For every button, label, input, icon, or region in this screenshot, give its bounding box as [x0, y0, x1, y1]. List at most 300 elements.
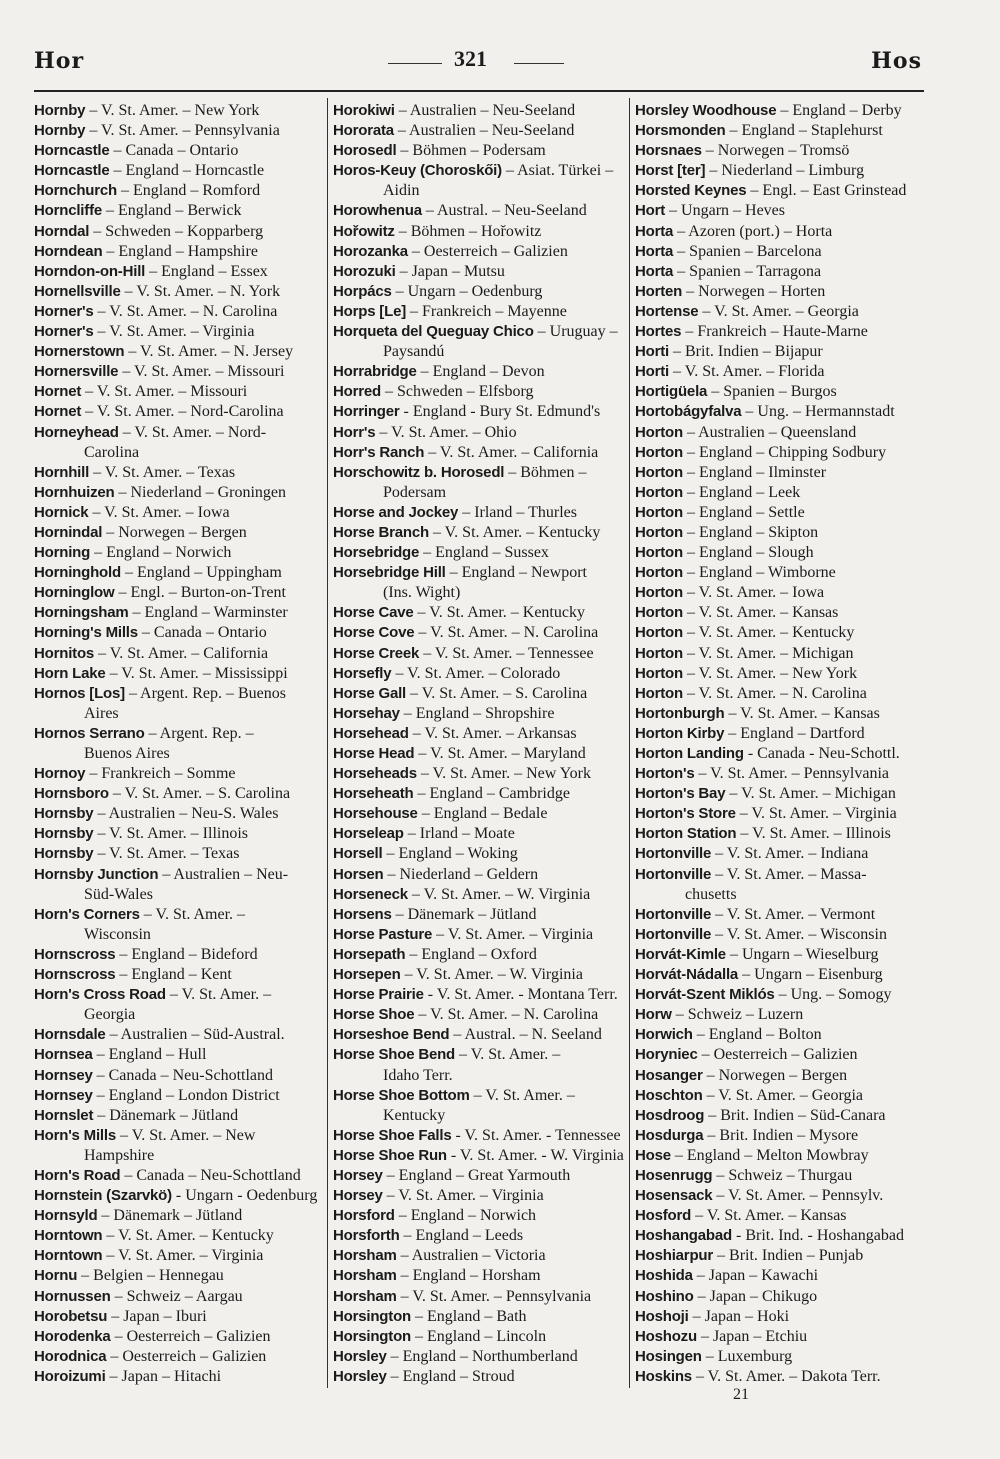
place-entry: [34, 684, 324, 704]
place-entry: [635, 242, 925, 262]
column-1: [34, 101, 324, 1387]
place-location: – V. St. Amer. – Missouri: [118, 363, 285, 381]
entry-continuation: [333, 342, 625, 362]
place-entry: [635, 382, 925, 402]
place-entry: [34, 603, 324, 623]
place-entry: [333, 423, 625, 443]
place-entry: [333, 965, 625, 985]
place-name: Horseshoe Bend: [333, 1026, 450, 1044]
place-name: Hortonburgh: [635, 704, 725, 722]
header-divider: [34, 90, 924, 92]
place-entry: [34, 1045, 324, 1065]
place-location: – V. St. Amer. – S. Carolina: [108, 785, 291, 803]
place-location: – V. St. Amer. – Kentucky: [413, 604, 585, 622]
place-entry: [34, 1166, 324, 1186]
place-entry: [333, 1287, 625, 1307]
place-name: Horndon-on-Hill: [34, 262, 146, 280]
place-name: Horsington: [333, 1307, 411, 1325]
place-entry: [635, 1287, 925, 1307]
place-name: Horsley Woodhouse: [635, 102, 777, 119]
place-entry: [333, 242, 625, 262]
place-entry: [635, 1166, 925, 1186]
place-entry: [635, 1066, 925, 1086]
place-location: – Frankreich – Somme: [85, 765, 236, 783]
printer-signature: 21: [733, 1386, 749, 1403]
place-entry: [635, 362, 925, 382]
place-entry: [635, 181, 925, 201]
place-name: Horton's Store: [635, 805, 736, 823]
place-location: – England – Settle: [682, 503, 805, 521]
place-name: Horos-Keuy (Choroskői): [333, 162, 502, 180]
place-entry: [34, 362, 324, 382]
place-entry: [635, 603, 925, 623]
place-name: Horsefly: [333, 664, 392, 682]
place-location: – V. St. Amer. – Missouri: [81, 383, 248, 401]
place-entry: [333, 945, 625, 965]
place-location: – England – Kent: [115, 966, 232, 984]
place-location: – Norwegen – Bergen: [702, 1066, 848, 1084]
place-name: Horn's Mills: [34, 1126, 117, 1144]
place-entry: [34, 242, 324, 262]
place-location: – V. St. Amer. – Michigan: [725, 785, 896, 803]
place-location: – Japan – Chikugo: [693, 1287, 818, 1305]
place-name: Horrabridge: [333, 363, 417, 381]
place-name: Hornoy: [34, 765, 86, 783]
place-location: - V. St. Amer. - Montana Terr.: [423, 986, 618, 1004]
place-location: – Dänemark – Jütland: [93, 1106, 239, 1124]
place-location: Georgia: [84, 1006, 136, 1024]
place-entry: [34, 945, 324, 965]
place-location: – Norwegen – Horten: [682, 282, 826, 300]
place-location: – England – Hull: [92, 1046, 207, 1064]
column-2: [333, 101, 625, 1387]
place-location: – V. St. Amer. – Colorado: [391, 664, 561, 682]
place-name: Horvát-Nádalla: [635, 966, 739, 984]
place-entry: [333, 885, 625, 905]
entry-continuation: [333, 181, 625, 201]
place-entry: [635, 804, 925, 824]
place-location: – V. St. Amer. – Virginia: [93, 323, 255, 341]
place-location: – England – Wimborne: [682, 564, 836, 582]
place-entry: [34, 784, 324, 804]
place-name: Horncastle: [34, 162, 110, 180]
place-entry: [34, 905, 324, 925]
place-location: – Schweiz – Luzern: [671, 1006, 804, 1024]
place-location: – Japan – Hitachi: [105, 1367, 222, 1385]
place-entry: [333, 161, 625, 181]
place-entry: [333, 1307, 625, 1327]
place-name: Hortigüela: [635, 383, 708, 401]
place-entry: [34, 523, 324, 543]
place-name: Hort: [635, 202, 666, 220]
place-entry: [635, 1146, 925, 1166]
place-location: Aidin: [383, 182, 420, 200]
place-location: – Australien – Neu-: [158, 865, 289, 883]
place-location: – England – Cambridge: [413, 785, 570, 803]
place-entry: [333, 644, 625, 664]
place-location: – Engl. – East Grinstead: [746, 182, 907, 200]
place-location: – V. St. Amer. – Virginia: [735, 805, 897, 823]
place-name: Horwich: [635, 1026, 693, 1044]
place-entry: [635, 724, 925, 744]
place-name: Hosdurga: [635, 1126, 704, 1144]
place-name: Horokiwi: [333, 102, 395, 119]
place-name: Hornscross: [34, 966, 116, 984]
place-name: Hornsby: [34, 845, 94, 863]
place-entry: [333, 523, 625, 543]
place-entry: [635, 844, 925, 864]
place-entry: [34, 724, 324, 744]
place-name: Hortonville: [635, 865, 712, 883]
place-name: Horringer: [333, 403, 400, 421]
place-location: – Azoren (port.) – Horta: [673, 222, 833, 240]
place-entry: [333, 764, 625, 784]
place-location: Idaho Terr.: [383, 1066, 453, 1084]
place-location: Süd-Wales: [84, 885, 153, 903]
place-name: Horton: [635, 503, 683, 521]
place-location: – V. St. Amer. – W. Virginia: [400, 966, 583, 984]
place-entry: [333, 141, 625, 161]
place-entry: [333, 905, 625, 925]
place-location: Buenos Aires: [84, 745, 170, 762]
place-location: – V. St. Amer. – Florida: [669, 363, 825, 381]
place-entry: [34, 342, 324, 362]
entry-continuation: [635, 885, 925, 905]
place-location: – V. St. Amer. – New York: [416, 765, 591, 783]
place-location: – V. St. Amer. – Indiana: [711, 845, 869, 863]
place-location: – Norwegen – Tromsö: [701, 142, 850, 160]
place-name: Horsell: [333, 845, 383, 863]
place-location: – Japan – Kawachi: [692, 1267, 819, 1285]
place-name: Horseheath: [333, 785, 414, 803]
place-location: – V. St. Amer. –: [455, 1046, 561, 1064]
place-location: – V. St. Amer. – Tennessee: [419, 644, 594, 662]
place-name: Horsington: [333, 1327, 411, 1345]
place-name: Horsmonden: [635, 122, 726, 140]
place-location: – England – Leeds: [399, 1227, 524, 1245]
place-location: – V. St. Amer. – Nord-Carolina: [81, 403, 284, 421]
place-entry: [34, 1226, 324, 1246]
place-location: – England – Melton Mowbray: [670, 1146, 869, 1164]
place-location: – V. St. Amer. – N. Carolina: [414, 1006, 599, 1024]
place-name: Horti: [635, 343, 669, 361]
place-entry: [34, 282, 324, 302]
place-entry: [34, 1206, 324, 1226]
place-entry: [333, 724, 625, 744]
place-location: – Brit. Indien – Bijapur: [669, 343, 823, 361]
place-name: Horse Gall: [333, 684, 407, 702]
place-name: Hořowitz: [333, 222, 395, 240]
place-name: Horn's Road: [34, 1166, 121, 1184]
place-name: Hornscross: [34, 945, 116, 963]
place-location: – Oesterreich – Galizien: [110, 1327, 271, 1345]
place-name: Horton: [635, 604, 683, 622]
place-name: Horncliffe: [34, 202, 103, 220]
place-name: Hortes: [635, 323, 682, 341]
place-name: Horningsham: [34, 604, 129, 622]
place-location: – V. St. Amer. – N. York: [120, 282, 281, 300]
place-name: Hoshoji: [635, 1307, 689, 1325]
place-name: Hornersville: [34, 363, 119, 381]
place-location: – England – Uppingham: [120, 564, 282, 582]
place-entry: [635, 704, 925, 724]
place-location: – V. St. Amer. – Kentucky: [428, 523, 601, 541]
place-location: – Australien – Queensland: [682, 423, 857, 441]
place-location: Paysandú: [383, 343, 445, 361]
place-name: Horsham: [333, 1287, 397, 1305]
place-location: – Niederland – Limburg: [705, 162, 865, 180]
place-location: – Böhmen – Hořowitz: [394, 222, 542, 240]
place-location: – England – London District: [92, 1086, 280, 1104]
place-entry: [333, 623, 625, 643]
place-entry: [34, 1246, 324, 1266]
place-location: – Niederland – Geldern: [383, 865, 539, 883]
place-entry: [635, 865, 925, 885]
place-entry: [34, 1307, 324, 1327]
place-entry: [333, 1246, 625, 1266]
place-name: Horsforth: [333, 1227, 400, 1245]
place-name: Hornsboro: [34, 785, 109, 803]
place-entry: [34, 1327, 324, 1347]
place-location: – Ung. – Somogy: [774, 986, 892, 1004]
place-location: – Canada – Ontario: [109, 142, 239, 160]
place-name: Hornu: [34, 1267, 78, 1285]
place-location: – Ungarn – Eisenburg: [738, 966, 883, 984]
place-entry: [635, 563, 925, 583]
place-name: Hornsby: [34, 825, 94, 843]
place-entry: [635, 463, 925, 483]
header-rule-left: [388, 63, 442, 64]
place-name: Horoizumi: [34, 1367, 106, 1385]
place-entry: [635, 201, 925, 221]
entry-continuation: [333, 1066, 625, 1086]
place-name: Horw: [635, 1006, 672, 1024]
column-3: [635, 101, 925, 1387]
place-name: Hornsby: [34, 805, 94, 823]
place-location: – Norwegen – Bergen: [102, 523, 247, 541]
place-name: Horosedl: [333, 142, 397, 160]
header-rule-right: [514, 63, 564, 64]
place-name: Horton Station: [635, 825, 737, 843]
place-name: Hornsyld: [34, 1207, 98, 1225]
place-entry: [34, 1266, 324, 1286]
place-entry: [635, 905, 925, 925]
place-entry: [333, 282, 625, 302]
place-entry: [333, 865, 625, 885]
entry-continuation: [333, 1106, 625, 1126]
place-location: – England – Bedale: [417, 805, 548, 823]
place-entry: [333, 402, 625, 422]
place-location: – V. St. Amer. – Virginia: [382, 1187, 544, 1205]
place-name: Horpács: [333, 282, 392, 300]
place-name: Horred: [333, 383, 381, 401]
place-name: Horner's: [34, 302, 94, 320]
place-name: Hornellsville: [34, 282, 121, 300]
place-name: Horndal: [34, 222, 90, 240]
place-name: Hornchurch: [34, 182, 118, 200]
place-name: Horntown: [34, 1227, 103, 1245]
place-entry: [635, 1266, 925, 1286]
place-entry: [34, 804, 324, 824]
place-name: Hornsby Junction: [34, 865, 159, 883]
place-name: Hosensack: [635, 1187, 713, 1205]
place-entry: [333, 1005, 625, 1025]
place-location: – England – Hampshire: [102, 242, 258, 260]
place-location: – Canada – Neu-Schottland: [92, 1066, 274, 1084]
place-entry: [333, 1086, 625, 1106]
place-name: Hoshozu: [635, 1327, 697, 1345]
place-entry: [34, 121, 324, 141]
place-name: Hosenrugg: [635, 1166, 713, 1184]
place-location: – Japan – Hoki: [688, 1307, 790, 1325]
place-location: – England – Lincoln: [411, 1327, 547, 1345]
place-entry: [333, 804, 625, 824]
place-name: Hosdroog: [635, 1106, 705, 1124]
place-location: – Uruguay –: [533, 323, 618, 341]
place-entry: [34, 644, 324, 664]
place-location: – V. St. Amer. – Kansas: [682, 604, 839, 622]
place-location: – Belgien – Hennegau: [77, 1267, 224, 1285]
place-entry: [635, 503, 925, 523]
place-location: – V. St. Amer. – Texas: [93, 845, 240, 863]
place-name: Hornsdale: [34, 1026, 106, 1044]
place-name: Hose: [635, 1146, 671, 1164]
place-location: - V. St. Amer. - Tennessee: [451, 1126, 621, 1144]
place-entry: [635, 543, 925, 563]
place-name: Horozuki: [333, 262, 396, 280]
place-name: Horsepen: [333, 966, 401, 984]
place-name: Horse Prairie: [333, 986, 424, 1004]
place-location: – V. St. Amer. – Pennsylvania: [396, 1287, 592, 1305]
place-name: Horr's: [333, 423, 376, 441]
place-name: Horse Cove: [333, 624, 415, 642]
place-name: Horninghold: [34, 564, 121, 582]
place-entry: [635, 1045, 925, 1065]
place-location: – Frankreich – Haute-Marne: [681, 323, 868, 341]
place-location: – V. St. Amer. – Pennsylvania: [85, 122, 280, 140]
place-name: Horneyhead: [34, 423, 119, 441]
place-entry: [34, 563, 324, 583]
place-location: – Australien – Neu-Seeland: [393, 122, 575, 140]
place-location: – Böhmen – Podersam: [396, 142, 546, 160]
place-location: – Austral. – N. Seeland: [449, 1026, 602, 1044]
place-entry: [635, 985, 925, 1005]
place-entry: [635, 1126, 925, 1146]
place-entry: [34, 1367, 324, 1387]
place-location: - Ungarn - Oedenburg: [171, 1187, 318, 1205]
place-location: – England – Norwich: [90, 544, 232, 562]
place-entry: [635, 1327, 925, 1347]
running-header: [0, 46, 1000, 82]
place-location: – V. St. Amer. –: [139, 905, 246, 923]
place-location: – Australien – Victoria: [396, 1247, 546, 1265]
place-entry: [333, 664, 625, 684]
place-name: Hosanger: [635, 1066, 703, 1084]
place-entry: [34, 623, 324, 643]
entry-continuation: [34, 925, 324, 945]
place-location: – Engl. – Burton-on-Trent: [114, 584, 286, 602]
place-entry: [635, 1206, 925, 1226]
place-location: – V. St. Amer. – Vermont: [711, 905, 876, 923]
place-location: – V. St. Amer. – Georgia: [698, 302, 859, 320]
place-name: Horton: [635, 684, 683, 702]
place-name: Horps [Le]: [333, 302, 407, 320]
place-entry: [635, 925, 925, 945]
place-location: Aires: [84, 704, 119, 722]
place-name: Hornby: [34, 102, 86, 119]
place-entry: [333, 1367, 625, 1387]
place-entry: [635, 1246, 925, 1266]
place-name: Horse Shoe Bend: [333, 1046, 456, 1064]
place-location: – Ung. – Hermannstadt: [741, 403, 895, 421]
place-name: Horschowitz b. Horosedl: [333, 463, 505, 481]
place-location: chusetts: [685, 885, 737, 903]
place-location: – Japan – Iburi: [107, 1307, 207, 1325]
place-entry: [34, 423, 324, 443]
place-location: – England – Horsham: [396, 1267, 541, 1285]
place-name: Horse Shoe Falls: [333, 1126, 452, 1144]
place-location: – V. St. Amer. – N. Carolina: [93, 302, 278, 320]
place-entry: [34, 222, 324, 242]
place-entry: [333, 684, 625, 704]
place-name: Horton: [635, 584, 683, 602]
place-location: – Frankreich – Mayenne: [406, 302, 567, 320]
place-location: – England – Essex: [145, 262, 268, 280]
place-entry: [635, 1186, 925, 1206]
place-name: Horner's: [34, 323, 94, 341]
entry-continuation: [333, 483, 625, 503]
place-entry: [34, 1287, 324, 1307]
place-location: – England – Leek: [682, 483, 801, 501]
place-entry: [635, 664, 925, 684]
header-right-guideword: Hos: [871, 48, 922, 74]
place-name: Horton: [635, 624, 683, 642]
place-entry: [635, 222, 925, 242]
place-name: Horozanka: [333, 242, 408, 260]
place-name: Horseheads: [333, 765, 417, 783]
place-name: Hornsey: [34, 1066, 93, 1084]
place-entry: [333, 603, 625, 623]
place-entry: [635, 684, 925, 704]
place-entry: [635, 1025, 925, 1045]
place-location: – Oesterreich – Galizien: [106, 1347, 267, 1365]
place-entry: [34, 1025, 324, 1045]
place-location: – England – Bolton: [692, 1026, 822, 1044]
place-location: Carolina: [84, 443, 140, 461]
place-name: Horseneck: [333, 885, 408, 903]
place-name: Horton: [635, 463, 683, 481]
place-name: Horn's Cross Road: [34, 986, 166, 1004]
place-location: – Niederland – Groningen: [114, 483, 287, 501]
place-location: – England – Norwich: [394, 1207, 537, 1225]
place-entry: [635, 644, 925, 664]
place-entry: [333, 1045, 625, 1065]
place-location: – Brit. Indien – Süd-Canara: [704, 1106, 886, 1124]
place-location: – Schweiz – Thurgau: [712, 1166, 853, 1184]
place-location: - England - Bury St. Edmund's: [399, 403, 601, 421]
place-name: Hornindal: [34, 523, 103, 541]
place-location: – Schweden – Kopparberg: [89, 222, 264, 240]
place-entry: [635, 965, 925, 985]
place-name: Horse Head: [333, 745, 415, 762]
place-name: Horowhenua: [333, 202, 422, 220]
place-name: Horton Landing: [635, 745, 744, 762]
place-location: – V. St. Amer. – Iowa: [88, 503, 230, 521]
column-divider-1: [327, 98, 328, 1388]
place-name: Horseleap: [333, 825, 404, 843]
place-name: Horsens: [333, 905, 392, 923]
place-name: Horsham: [333, 1267, 397, 1285]
